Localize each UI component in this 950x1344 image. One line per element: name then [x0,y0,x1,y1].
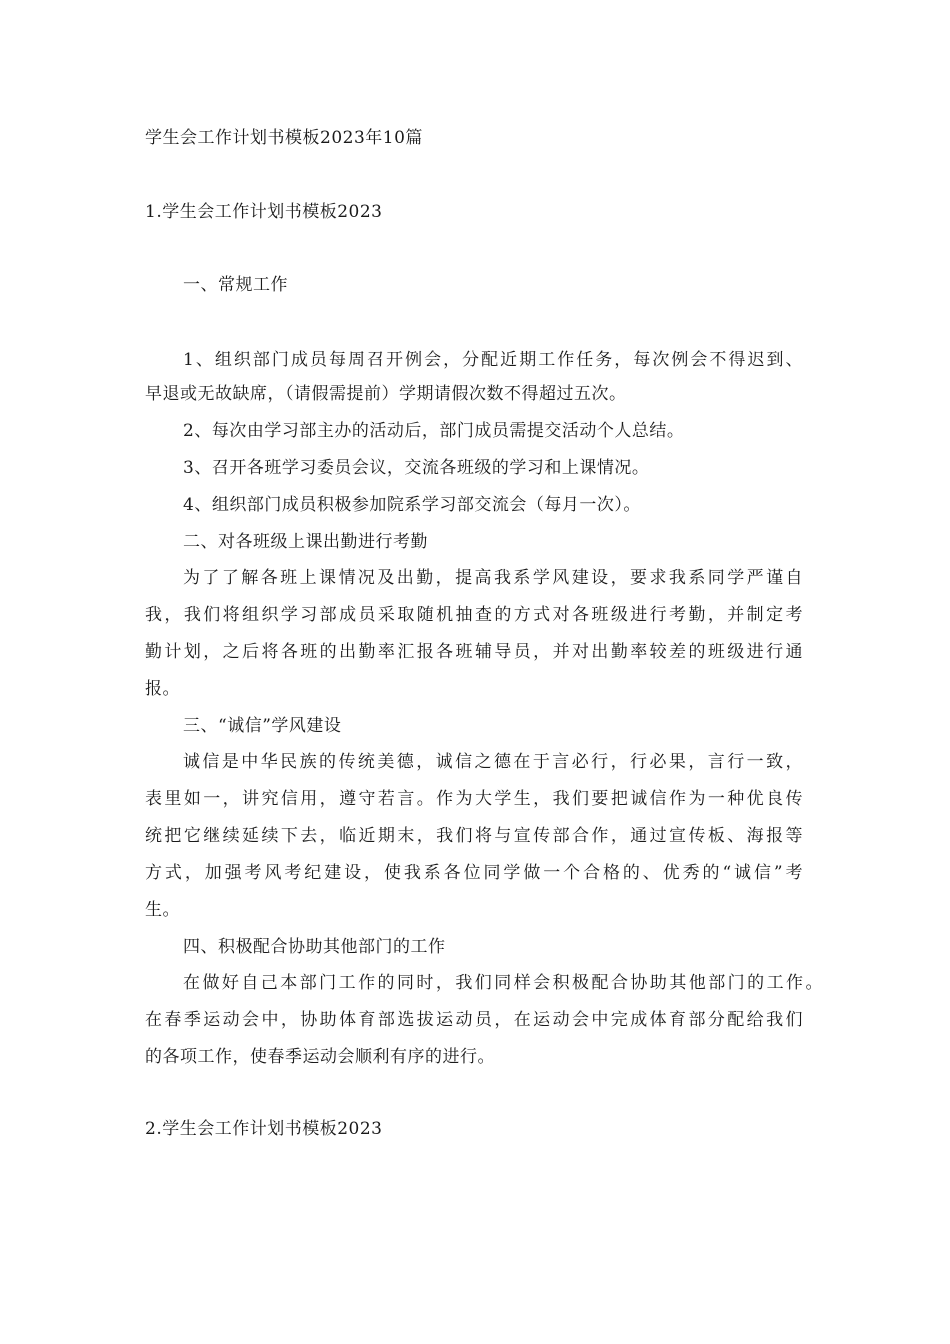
paragraph-1-line-2: 早退或无故缺席，（请假需提前）学期请假次数不得超过五次。 [145,384,627,404]
paragraph-7-line-2: 在春季运动会中，协助体育部选拔运动员，在运动会中完成体育部分配给我们 [145,1010,803,1030]
paragraph-5-line-1: 为了了解各班上课情况及出勤，提高我系学风建设，要求我系同学严谨自 [183,568,803,588]
paragraph-5-line-3: 勤计划，之后将各班的出勤率汇报各班辅导员，并对出勤率较差的班级进行通 [145,642,803,662]
document-title: 学生会工作计划书模板2023年10篇 [145,128,423,148]
paragraph-6-line-2: 表里如一，讲究信用，遵守若言。作为大学生，我们要把诚信作为一种优良传 [145,789,803,809]
paragraph-6-line-5: 生。 [145,900,180,920]
paragraph-1-line-1: 1、组织部门成员每周召开例会，分配近期工作任务，每次例会不得迟到、 [183,350,803,370]
paragraph-5-line-4: 报。 [145,679,180,699]
paragraph-6-line-4: 方式，加强考风考纪建设，使我系各位同学做一个合格的、优秀的“诚信”考 [145,863,803,883]
paragraph-7-line-1: 在做好自己本部门工作的同时，我们同样会积极配合协助其他部门的工作。 [183,973,823,993]
paragraph-6-line-3: 统把它继续延续下去，临近期末，我们将与宣传部合作，通过宣传板、海报等 [145,826,803,846]
subheading-cooperation: 四、积极配合协助其他部门的工作 [183,937,446,957]
section-1-heading: 1.学生会工作计划书模板2023 [145,202,383,222]
subheading-integrity: 三、“诚信”学风建设 [183,716,342,736]
paragraph-2: 2、每次由学习部主办的活动后，部门成员需提交活动个人总结。 [183,421,685,441]
paragraph-4: 4、组织部门成员积极参加院系学习部交流会（每月一次）。 [183,495,641,515]
subheading-routine-work: 一、常规工作 [183,275,288,295]
paragraph-3: 3、召开各班学习委员会议，交流各班级的学习和上课情况。 [183,458,650,478]
subheading-attendance: 二、对各班级上课出勤进行考勤 [183,532,428,552]
section-2-heading: 2.学生会工作计划书模板2023 [145,1119,383,1139]
paragraph-6-line-1: 诚信是中华民族的传统美德，诚信之德在于言必行，行必果，言行一致， [183,752,803,772]
paragraph-5-line-2: 我，我们将组织学习部成员采取随机抽查的方式对各班级进行考勤，并制定考 [145,605,803,625]
paragraph-7-line-3: 的各项工作，使春季运动会顺利有序的进行。 [145,1047,495,1067]
